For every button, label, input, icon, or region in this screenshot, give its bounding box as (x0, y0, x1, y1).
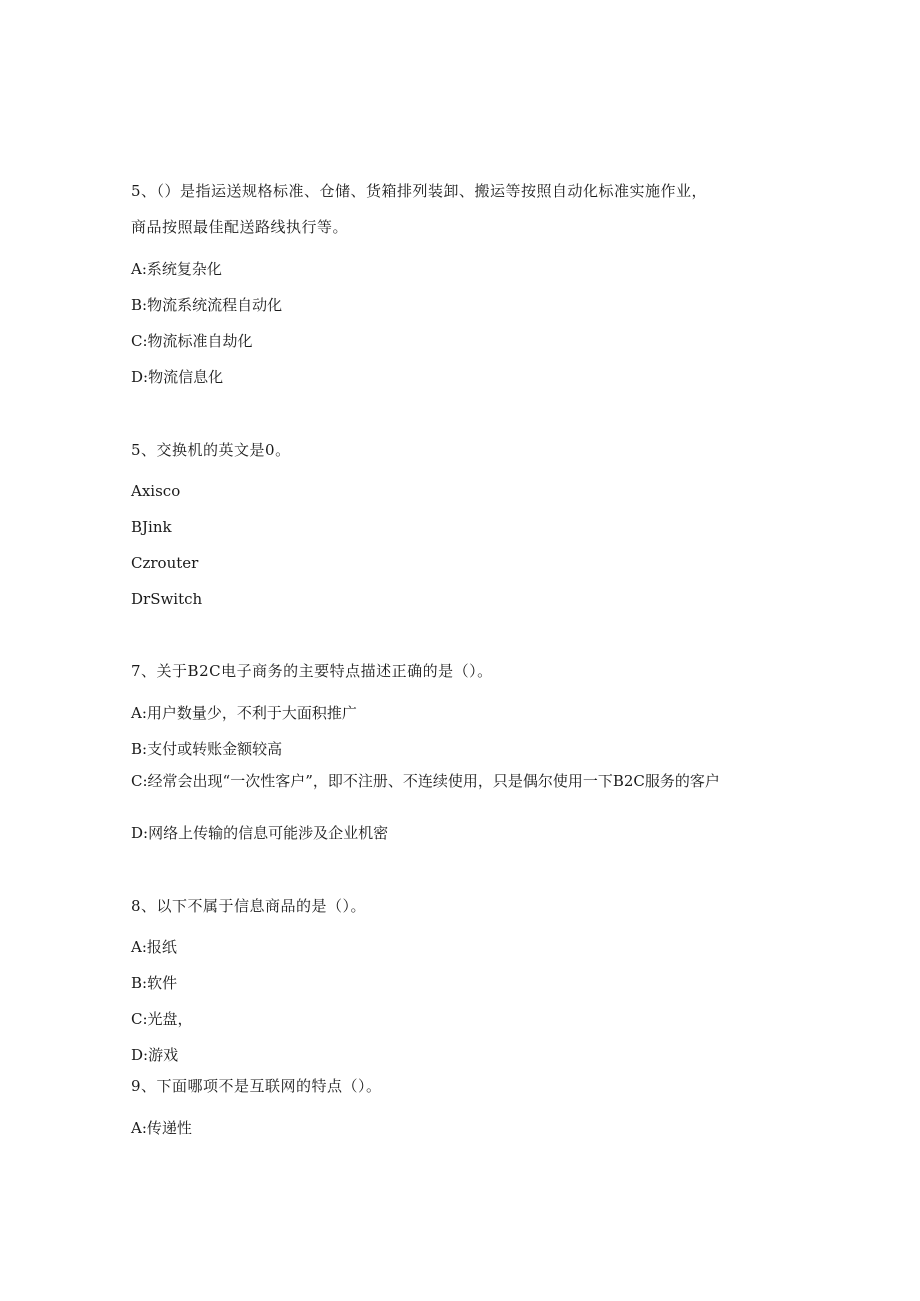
question-4-stem: 8、以下不属于信息商品的是（）。 (131, 897, 367, 915)
question-3-option-d: D:网络上传输的信息可能涉及企业机密 (131, 824, 389, 842)
question-1-option-b: B:物流系统流程自动化 (131, 296, 283, 314)
question-1-option-c: C:物流标准自劫化 (131, 332, 253, 350)
question-3-option-c: C:经常会出现“一次性客户”，即不注册、不连续使用，只是偶尔使用一下B2C服务的客户 (131, 772, 720, 790)
question-1-stem-continued: 商品按照最佳配送路线执行等。 (131, 218, 349, 236)
question-2-option-b: BJink (131, 518, 172, 536)
question-4-option-d: D:游戏 (131, 1046, 179, 1064)
question-5-option-a: A:传递性 (131, 1119, 192, 1137)
question-1-option-d: D:物流信息化 (131, 368, 224, 386)
question-3-stem: 7、关于B2C电子商务的主要特点描述正确的是（）。 (131, 662, 493, 680)
question-3-option-a: A:用户数量少，不利于大面积推广 (131, 704, 357, 722)
question-2-stem: 5、交换机的英文是0。 (131, 441, 291, 459)
question-4-option-a: A:报纸 (131, 938, 177, 956)
question-3-option-b: B:支付或转账金额较高 (131, 740, 283, 758)
question-4-option-c: C:光盘， (131, 1010, 193, 1028)
question-1-stem: 5、（）是指运送规格标准、仓储、货箱排列装卸、搬运等按照自动化标准实施作业， (131, 182, 708, 200)
question-2-option-c: Czrouter (131, 554, 199, 572)
question-2-option-a: Axisco (131, 482, 181, 500)
question-2-option-d: DrSwitch (131, 590, 203, 608)
question-4-option-b: B:软件 (131, 974, 178, 992)
question-5-stem: 9、下面哪项不是互联网的特点（）。 (131, 1077, 382, 1095)
question-1-option-a: A:系统复杂化 (131, 260, 222, 278)
